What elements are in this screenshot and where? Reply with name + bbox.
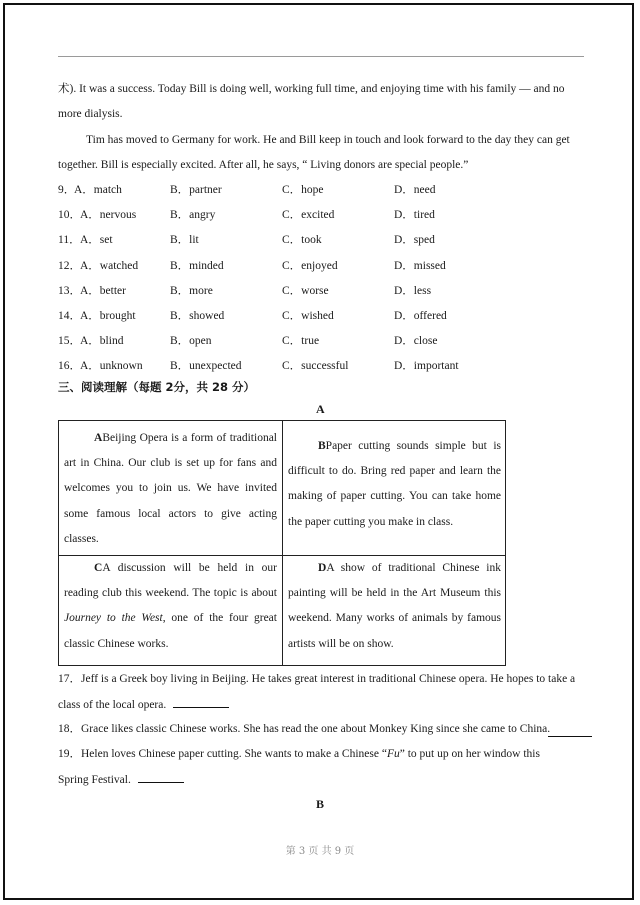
passage-line-2: more dialysis. xyxy=(58,108,123,120)
reading-a-table xyxy=(58,420,506,666)
choice-option-c[interactable]: C．worse xyxy=(282,284,329,297)
choice-option-a[interactable]: A．blind xyxy=(80,335,124,348)
header-rule xyxy=(58,56,584,57)
cell-c-letter: C xyxy=(94,562,103,574)
choice-option-d[interactable]: D．close xyxy=(394,335,438,348)
reading-b-label: B xyxy=(316,797,325,811)
choice-option-a[interactable]: A．brought xyxy=(80,310,136,322)
choice-option-d[interactable]: D．missed xyxy=(394,259,446,272)
question-19-line-2 xyxy=(58,772,184,787)
choice-option-a[interactable]: A．set xyxy=(80,234,113,247)
choice-option-a[interactable]: A．unknown xyxy=(80,360,143,373)
question-18: 18．Grace likes classic Chinese works. She has read the one about Monkey King since she came to China. xyxy=(58,723,551,735)
choice-option-d[interactable]: D．less xyxy=(394,284,432,297)
choice-option-b[interactable]: B．open xyxy=(170,335,212,348)
choice-option-c[interactable]: C．took xyxy=(282,234,322,247)
passage-line-1: 术). It was a success. Today Bill is doing well, working full time, and enjoying time with his family — and no xyxy=(58,83,565,95)
choice-option-d[interactable]: D．sped xyxy=(394,234,435,247)
cell-b-letter: B xyxy=(318,440,326,452)
choice-option-b[interactable]: B．partner xyxy=(170,184,222,196)
question-number: 14． xyxy=(58,310,81,322)
cell-c-book-title: Journey to the West xyxy=(64,612,163,625)
answer-blank-19[interactable] xyxy=(138,772,184,783)
question-17-text: class of the local opera. xyxy=(58,699,167,711)
passage-line-3: Tim has moved to Germany for work. He and Bill keep in touch and look forward to the day they can get xyxy=(86,134,570,146)
choice-option-d[interactable]: D．tired xyxy=(394,209,435,222)
choice-option-d[interactable]: D．need xyxy=(394,184,436,196)
choice-option-c[interactable]: C．successful xyxy=(282,360,349,373)
cell-c xyxy=(64,556,277,657)
answer-blank-18[interactable] xyxy=(548,726,592,737)
question-number: 13． xyxy=(58,284,81,297)
choice-option-b[interactable]: B．lit xyxy=(170,234,199,247)
choice-option-a[interactable]: A．better xyxy=(80,284,126,297)
passage-line-4: together. Bill is especially excited. After all, he says, “ Living donors are special people.” xyxy=(58,159,469,171)
choice-option-c[interactable]: C．wished xyxy=(282,310,334,322)
choice-option-d[interactable]: D．offered xyxy=(394,310,447,322)
choice-option-b[interactable]: B．angry xyxy=(170,209,216,222)
question-number: 12． xyxy=(58,259,81,272)
cell-b-text: Paper cutting sounds simple but is difficult to do. Bring red paper and learn the making of paper cutting. You can take home the paper cutting you make in class. xyxy=(288,440,501,528)
choice-option-c[interactable]: C．true xyxy=(282,335,320,348)
choice-option-c[interactable]: C．excited xyxy=(282,209,335,222)
choice-option-b[interactable]: B．more xyxy=(170,284,213,297)
choice-option-b[interactable]: B．minded xyxy=(170,259,224,272)
question-17-line-1: 17．Jeff is a Greek boy living in Beijing. He takes great interest in traditional Chinese opera. He hopes to take a xyxy=(58,673,576,685)
question-number: 16． xyxy=(58,360,81,373)
cell-a-text: Beijing Opera is a form of traditional art in China. Our club is set up for fans and welcomes you to join us. We have invited some famous local actors to give acting classes. xyxy=(64,432,277,545)
question-17-line-2 xyxy=(58,697,229,712)
answer-blank-17[interactable] xyxy=(173,697,229,708)
question-19-text-3: Spring Festival. xyxy=(58,774,131,786)
reading-a-label: A xyxy=(316,402,325,416)
choice-option-c[interactable]: C．enjoyed xyxy=(282,259,338,272)
question-number: 15． xyxy=(58,335,81,348)
choice-option-a[interactable]: A．watched xyxy=(80,259,139,272)
question-19-text-1: 19．Helen loves Chinese paper cutting. She wants to make a Chinese “ xyxy=(58,748,387,760)
section-title: 三、阅读理解（每题 2分，共 28 分） xyxy=(58,380,256,394)
cell-a xyxy=(64,426,277,552)
question-19-text-2: ” to put up on her window this xyxy=(399,748,540,760)
cell-d xyxy=(288,556,501,657)
choice-option-d[interactable]: D．important xyxy=(394,360,459,373)
cell-b xyxy=(288,434,501,535)
question-number: 9． xyxy=(58,184,76,196)
question-19-fu: Fu xyxy=(386,748,400,760)
question-number: 11． xyxy=(58,234,81,247)
cell-a-letter: A xyxy=(94,432,103,444)
cell-d-text: A show of traditional Chinese ink painting will be held in the Art Museum this weekend. Many works of animals by famous artists will be on show. xyxy=(288,562,501,650)
question-19-line-1 xyxy=(58,747,540,761)
choice-option-b[interactable]: B．showed xyxy=(170,310,225,322)
cell-c-text-1: A discussion will be held in our reading club this weekend. The topic is about xyxy=(64,562,277,600)
cell-c-text-2: , one of the four great classic Chinese works. xyxy=(64,612,277,650)
page-footer: 第 3 页 共 9 页 xyxy=(285,846,355,857)
choice-option-a[interactable]: A．match xyxy=(74,184,122,196)
choice-option-c[interactable]: C．hope xyxy=(282,184,324,196)
question-number: 10． xyxy=(58,209,81,222)
table-divider-vertical xyxy=(282,421,283,665)
cell-d-letter: D xyxy=(318,562,327,574)
choice-option-b[interactable]: B．unexpected xyxy=(170,360,242,373)
choice-option-a[interactable]: A．nervous xyxy=(80,209,137,222)
